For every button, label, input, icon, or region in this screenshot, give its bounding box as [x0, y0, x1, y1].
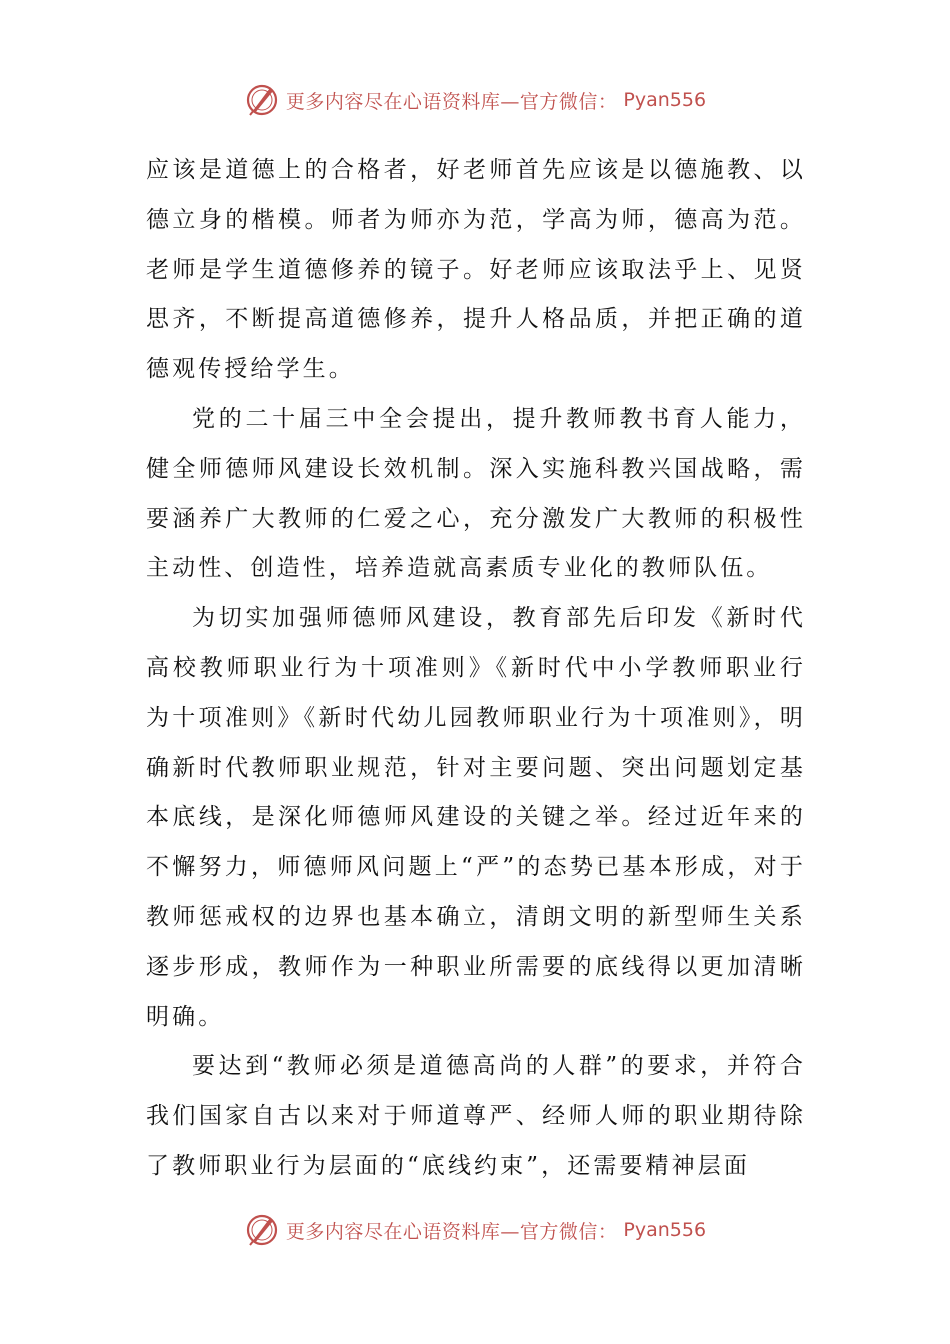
paragraph-3: 为切实加强师德师风建设，教育部先后印发《新时代高校教师职业行为十项准则》《新时代中小学教师职业行为十项准则》《新时代幼儿园教师职业行为十项准则》，明确新时代教师职业规范，针对主要问题、突出问题划定基本底线，是深化师德师风建设的关键之举。经过近年来的不懈努力，师德师风问题上“严”的态势已基本形成，对于教师惩戒权的边界也基本确立，清朗文明的新型师生关系逐步形成，教师作为一种职业所需要的底线得以更加清晰明确。 [146, 605, 806, 1030]
paragraph-1: 应该是道德上的合格者，好老师首先应该是以德施教、以德立身的楷模。师者为师亦为范，学高为师，德高为范。老师是学生道德修养的镜子。好老师应该取法乎上、见贤思齐，不断提高道德修养，提升人格品质，并把正确的道德观传授给学生。 [146, 157, 806, 383]
watermark-text: 更多内容尽在心语资料库—官方微信： [285, 90, 618, 113]
document-body [146, 146, 806, 1192]
watermark-text: 更多内容尽在心语资料库—官方微信： [285, 1220, 618, 1243]
paragraph-2: 党的二十届三中全会提出，提升教师教书育人能力，健全师德师风建设长效机制。深入实施科教兴国战略，需要涵养广大教师的仁爱之心，充分激发广大教师的积极性主动性、创造性，培养造就高素质专业化的教师队伍。 [146, 405, 806, 582]
footer-watermark [0, 1210, 950, 1250]
paragraph-4: 要达到“教师必须是道德高尚的人群”的要求，并符合我们国家自古以来对于师道尊严、经师人师的职业期待除了教师职业行为层面的“底线约束”，还需要精神层面 [146, 1053, 806, 1179]
quill-pen-seal-icon [244, 82, 280, 118]
quill-pen-seal-icon [244, 1212, 280, 1248]
header-watermark [0, 80, 950, 120]
watermark-id: Pyan556 [623, 1219, 707, 1241]
watermark-id: Pyan556 [623, 89, 707, 111]
